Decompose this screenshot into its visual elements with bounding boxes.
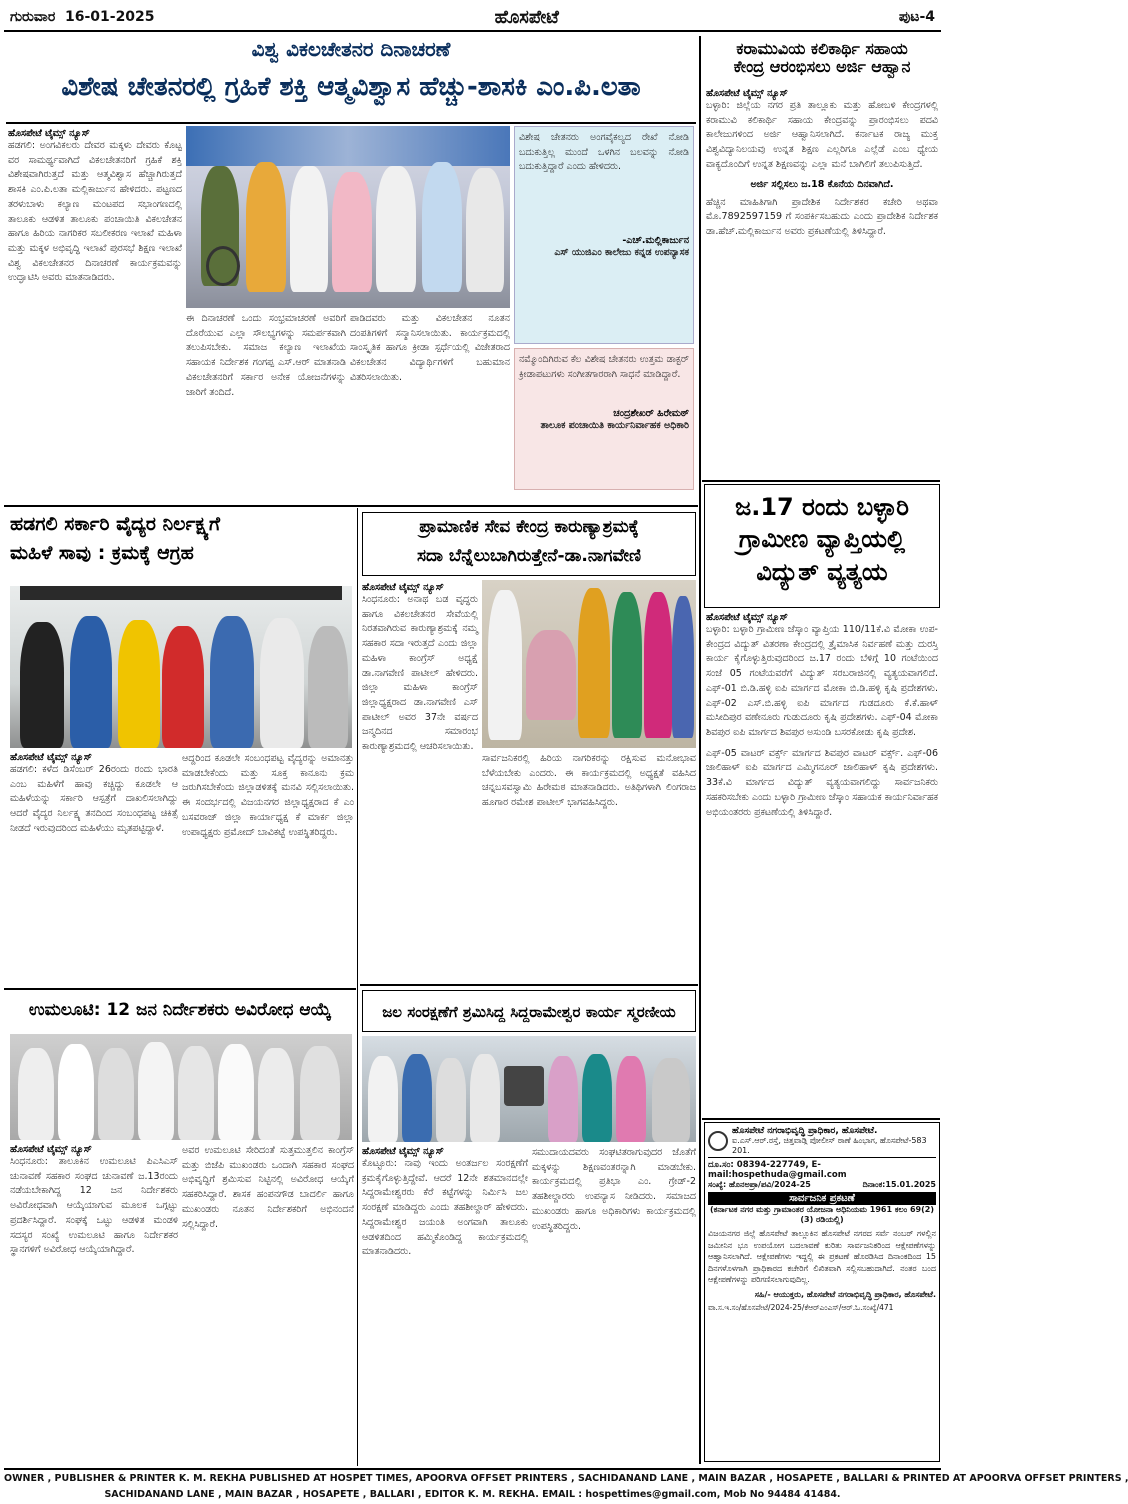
headline-line: ಗ್ರಾಮೀಣ ವ್ಯಾಪ್ತಿಯಲ್ಲಿ [738, 525, 906, 554]
article-text: ಪಾಡಿದವರು ಮತ್ತು ವಿಕಲಚೇತನ ನೂತನ ದಂಪತಿಗಳಿಗೆ ಸನ್ಮಾನಿಸಲಾಯಿತು. ಕಾರ್ಯಕ್ರಮದಲ್ಲಿ ಸಾಂಸ್ಕೃತಿಕ ಹಾಗೂ ಕ್ರೀಡಾ ಸ್ಪರ್ಧೆಯಲ್ಲಿ ವಿಜೇತರಾದ ವಿಕಲಚೇತನ ವಿದ್ಯಾರ್ಥಿಗಳಿಗೆ ಬಹುಮಾನ ವಿತರಿಸಲಾಯಿತು. [350, 313, 510, 383]
imprint-line: OWNER , PUBLISHER & PRINTER K. M. REKHA PUBLISHED AT HOSPET TIMES, APOORVA OFFSET PRINTERS , SACHIDANAND LANE , MAIN BAZAR , HOSAPETE , BALLARI & PRINTED AT APOORVA OFFSET PRINTERS , [4, 1473, 1128, 1484]
hospital-photo [10, 586, 352, 748]
date: 16-01-2025 [64, 9, 155, 25]
public-notice [704, 1122, 940, 1462]
byline: ಹೊಸಪೇಟೆ ಟೈಮ್ಸ್ ನ್ಯೂಸ್ [362, 1146, 444, 1157]
water-photo [362, 1036, 696, 1142]
headline-line: ಸದಾ ಬೆನ್ನೆಲುಬಾಗಿರುತ್ತೇನೆ-ಡಾ.ನಾಗವೇಣಿ [416, 545, 642, 566]
article-text: ಹಡಗಲಿ: ಅಂಗವಿಕಲರು ದೇವರ ಮಕ್ಕಳು ದೇವರು ಕೊಟ್ಟ ವರ ಸಾಮರ್ಥ್ಯವಾಗಿದೆ ವಿಕಲಚೇತನರಿಗೆ ಗ್ರಹಿಕೆ ಶಕ್ತಿ ವಿಶೇಷವಾಗಿರುತ್ತದೆ ಮತ್ತು ಆತ್ಮವಿಶ್ವಾಸ ಹೆಚ್ಚಾಗಿರುತ್ತದೆ ಶಾಸಕಿ ಎಂ.ಪಿ.ಲತಾ ಮಲ್ಲಿಕಾರ್ಜುನ ಹೇಳಿದರು. ಪಟ್ಟಣದ ತರಳುಬಾಳು ಕಲ್ಯಾಣ ಮಂಟಪದ ಸಭಾಂಗಣದಲ್ಲಿ ತಾಲೂಕು ಆಡಳಿತ ತಾಲೂಕು ಪಂಚಾಯಿತಿ ವಿಕಲಚೇತನ ಹಾಗೂ ಹಿರಿಯ ನಾಗರಿಕರ ಸಬಲೀಕರಣ ಇಲಾಖೆ ಮಹಿಳಾ ಮತ್ತು ಮಕ್ಕಳ ಅಭಿವೃದ್ಧಿ ಇಲಾಖೆ ಪುರಸಭೆ ಶಿಕ್ಷಣ ಇಲಾಖೆ ವಿಶ್ವ ವಿಕಲಚೇತನರ ದಿನಾಚರಣೆ ಕಾರ್ಯಕ್ರಮವನ್ನು ಉದ್ಘಾಟಿಸಿ ಅವರು ಮಾತನಾಡಿದರು. [8, 140, 182, 284]
headline-line: ಜ.17 ರಂದು ಬಳ್ಳಾರಿ [735, 493, 909, 521]
article-text: ಈ ದಿನಾಚರಣೆ ಒಂದು ಸಂಭ್ರಮಾಚರಣೆ ಅವರಿಗೆ ದೊರೆಯುವ ಎಲ್ಲಾ ಸೌಲಭ್ಯಗಳನ್ನು ಸಮರ್ಪಕವಾಗಿ ತಲುಪಿಸಬೇಕು. ಸಮಾಜ ಕಲ್ಯಾಣ ಇಲಾಖೆಯ ಸಹಾಯಕ ನಿರ್ದೇಶಕ ಗಂಗಪ್ಪ ಎಸ್.ಆರ್ ಮಾತನಾಡಿ ವಿಕಲಚೇತನರಿಗೆ ಸರ್ಕಾರ ಅನೇಕ ಯೋಜನೆಗಳನ್ನು ಜಾರಿಗೆ ತಂದಿದೆ. [186, 313, 346, 398]
notice-date: ದಿನಾಂಕ:15.01.2025 [862, 1180, 936, 1189]
water-col2 [532, 1146, 696, 1464]
hospital-headline [6, 510, 354, 574]
umalooti-photo [10, 1034, 352, 1140]
notice-org: ಹೊಸಪೇಟೆ ನಗರಾಭಿವೃದ್ಧಿ ಪ್ರಾಧಿಕಾರ, ಹೊಸಪೇಟೆ. [732, 1126, 878, 1136]
notice-subtitle: (ಕರ್ನಾಟಕ ನಗರ ಮತ್ತು ಗ್ರಾಮಾಂತರ ಯೋಜನಾ ಅಧಿನಿಯಮ 1961 ಕಲಂ 69(2)(3) ರಡಿಯಲ್ಲಿ) [710, 1205, 934, 1224]
newspaper-title: ಹೊಸಪೇಟೆ [494, 6, 559, 28]
right-top-headline [704, 40, 940, 84]
article-text: ಬಳ್ಳಾರಿ: ಜಿಲ್ಲೆಯ ನಗರ ಪ್ರತಿ ತಾಲ್ಲೂಕು ಮತ್ತು ಹೋಬಳಿ ಕೇಂದ್ರಗಳಲ್ಲಿ ಕರಾಮುವಿ ಕಲಿಕಾರ್ಥಿ ಸಹಾಯ ಕೇಂದ್ರವನ್ನು ಪ್ರಾರಂಭಿಸಲು ಪದವಿ ಕಾಲೇಜುಗಳಿಂದ ಅರ್ಜಿ ಆಹ್ವಾನಿಸಲಾಗಿದೆ. ಕರ್ನಾಟಕ ರಾಜ್ಯ ಮುಕ್ತ ವಿಶ್ವವಿದ್ಯಾನಿಲಯವು ಉನ್ನತ ಶಿಕ್ಷಣ ಎಲ್ಲರಿಗೂ ಎಲ್ಲೆಡೆ ಎಂಬ ಧ್ಯೇಯ ವಾಕ್ಯದೊಂದಿಗೆ ಉನ್ನತ ಶಿಕ್ಷಣವನ್ನು ಎಲ್ಲಾ ಮನೆ ಬಾಗಿಲಿಗೆ ತಲುಪಿಸುತ್ತಿದೆ. [706, 100, 938, 170]
article-text: ಸಾರ್ವಜನಿಕರಲ್ಲಿ ಹಿರಿಯ ನಾಗರಿಕರನ್ನು ರಕ್ಷಿಸುವ ಮನೋಭಾವ ಬೆಳೆಯಬೇಕು ಎಂದರು. ಈ ಕಾರ್ಯಕ್ರಮದಲ್ಲಿ ಅಧ್ಯಕ್ಷತೆ ವಹಿಸಿದ ಚನ್ನಬಸವಸ್ವಾಮಿ ಹಿರೇಮಠ ಮಾತನಾಡಿದರು. ಅತಿಥಿಗಳಾಗಿ ಲಿಂಗರಾಜ ಹೂಗಾರ ರಮೇಶ ಪಾಟೀಲ್ ಭಾಗವಹಿಸಿದ್ದರು. [482, 753, 696, 809]
quote-text: ವಿಶೇಷ ಚೇತನರು ಅಂಗವೈಕಲ್ಯದ ರೇಖೆ ನೋಡಿ ಬದುಕುತ್ತಿಲ್ಲ ಮುಂದೆ ಒಳಗಿನ ಬಲವನ್ನು ನೋಡಿ ಬದುಕುತ್ತಿದ್ದಾರೆ ಎಂದು ಹೇಳಿದರು. [519, 132, 689, 173]
water-headline: ಜಲ ಸಂರಕ್ಷಣೆಗೆ ಶ್ರಮಿಸಿದ್ದ ಸಿದ್ದರಾಮೇಶ್ವರ ಕಾರ್ಯ ಸ್ಮರಣೀಯ [362, 990, 696, 1032]
umalooti-col2 [182, 1144, 354, 1464]
quote-box [514, 126, 694, 344]
imprint-footer [4, 1468, 1128, 1502]
main-col3 [350, 312, 510, 502]
article-text: ಆದ್ದರಿಂದ ಕೂಡಲೇ ಸಂಬಂಧಪಟ್ಟ ವೈದ್ಯರನ್ನು ಅಮಾನತ್ತು ಮಾಡಬೇಕೆಂದು ಮತ್ತು ಸೂಕ್ತ ಕಾನೂನು ಕ್ರಮ ಜರುಗಿಸಬೇಕೆಂದು ಜಿಲ್ಲಾಡಳಿತಕ್ಕೆ ಮನವಿ ಸಲ್ಲಿಸಲಾಯಿತು. ಈ ಸಂದರ್ಭದಲ್ಲಿ ವಿಜಯನಗರ ಜಿಲ್ಲಾಧ್ಯಕ್ಷರಾದ ಕೆ ಎಂ ಬಸವರಾಜ್ ಜಿಲ್ಲಾ ಕಾರ್ಯಾಧ್ಯಕ್ಷ ಕೆ ಮಾರ್ಕ ಜಿಲ್ಲಾ ಉಪಾಧ್ಯಕ್ಷರು ಪ್ರಮೋದ್ ಬಾವಿಕಟ್ಟೆ ಉಪಸ್ಥಿತರಿದ್ದರು. [182, 753, 354, 838]
notice-ref: ಸಂಖ್ಯೆ: ಹೊನಅಪ್ರಾ/ಪವಿ/2024-25 [708, 1180, 811, 1189]
article-text: ಹಡಗಲಿ: ಕಳೆದ ಡಿಸೆಂಬರ್ 26ರಂದು ರಂದು ಭಾರತಿ ಎಂಬ ಮಹಿಳೆಗೆ ಹಾವು ಕಚ್ಚಿದ್ದು ಕೂಡಲೇ ಆ ಮಹಿಳೆಯನ್ನು ಸರ್ಕಾರಿ ಆಸ್ಪತ್ರೆಗೆ ದಾಖಲಿಸಲಾಗಿದ್ದು ಆದರೆ ವೈದ್ಯರ ನಿರ್ಲಕ್ಷ್ಯ ತನದಿಂದ ಸಂಬಂಧಪಟ್ಟ ಚಿಕಿತ್ಸೆ ನೀಡದೆ ಇರುವುದರಿಂದ ಮಹಿಳೆಯು ಮೃತಪಟ್ಟಿದ್ದಾಳೆ. [10, 764, 178, 834]
article-text: ಅವರ ಉಮಲೂಟಿ ಸೇರಿದಂತೆ ಸುತ್ತಮುತ್ತಲಿನ ಕಾಂಗ್ರೆಸ್ ಮತ್ತು ಬಿಜೆಪಿ ಮುಖಂಡರು ಒಂದಾಗಿ ಸಹಕಾರ ಸಂಘದ ಅಭಿವೃದ್ಧಿಗೆ ಶ್ರಮಿಸುವ ನಿಟ್ಟಿನಲ್ಲಿ ಅವಿರೋಧ ಆಯ್ಕೆಗೆ ಸಹಕರಿಸಿದ್ದಾರೆ. ಶಾಸಕ ಹಂಪನಗೌಡ ಬಾದರ್ಲಿ ಹಾಗೂ ಮುಖಂಡರು ನೂತನ ನಿರ್ದೇಶಕರಿಗೆ ಅಭಿನಂದನೆ ಸಲ್ಲಿಸಿದ್ದಾರೆ. [182, 1145, 354, 1230]
notice-contact: ದೂ.ಸಂ: 08394-227749, E-mail:hospethuda@gmail.com [708, 1160, 847, 1180]
right-top-article [706, 88, 938, 478]
ashram-col2 [482, 752, 696, 978]
byline: ಹೊಸಪೇಟೆ ಟೈಮ್ಸ್ ನ್ಯೂಸ್ [10, 1144, 92, 1155]
emblem-icon [708, 1131, 728, 1151]
quote-signature: -ಎಚ್.ಮಲ್ಲಿಕಾರ್ಜುನ [622, 235, 689, 247]
quote-signature: ಚಂದ್ರಶೇಖರ್ ಹಿರೇಮಠ್ [613, 408, 689, 420]
headline-line: ಮಹಿಳೆ ಸಾವು : ಕ್ರಮಕ್ಕೆ ಆಗ್ರಹ [10, 541, 194, 564]
article-text: ಎಫ್-05 ವಾಟರ್ ವರ್ಕ್ಸ್ ಮಾರ್ಗದ ಶಿವಪುರ ವಾಟರ್ ವರ್ಕ್ಸ್. ಎಫ್-06 ಜಾಲಿಹಾಳ್ ಐಪಿ ಮಾರ್ಗದ ಎಮ್ಮಿಗನೂರ್ ಜಾಲಿಹಾಳ್ ಕೃಷಿ ಪ್ರದೇಶಗಳು. 33ಕೆ.ವಿ ಮಾರ್ಗದ ವಿದ್ಯುತ್ ವ್ಯತ್ಯಯವಾಗಲಿದ್ದು ಸಾರ್ವಜನಿಕರು ಸಹಕರಿಸಬೇಕು ಎಂದು ಬಳ್ಳಾರಿ ಗ್ರಾಮೀಣ ಜೆಸ್ಕಾಂ ಸಹಾಯಕ ಕಾರ್ಯನಿರ್ವಾಹಕ ಅಭಿಯಂತರರು ಪ್ರಕಟಣೆಯಲ್ಲಿ ತಿಳಿಸಿದ್ದಾರೆ. [706, 747, 938, 818]
byline: ಹೊಸಪೇಟೆ ಟೈಮ್ಸ್ ನ್ಯೂಸ್ [10, 752, 92, 763]
quote-signature-title: ಎಸ್ ಯುಜಿಎಂ ಕಾಲೇಜು ಕನ್ನಡ ಉಪನ್ಯಾಸಕ [554, 247, 689, 259]
article-text: ಸಿಂಧನೂರು: ತಾಲೂಕಿನ ಉಮಲೂಟಿ ಪಿಎಸಿಎಸ್ ಚುನಾವಣೆ ಸಹಕಾರ ಸಂಘದ ಚುನಾವಣೆ ಜ.13ರಂದು ನಡೆಯಬೇಕಾಗಿದ್ದ 12 ಜನ ನಿರ್ದೇಶಕರು ಅವಿರೋಧವಾಗಿ ಆಯ್ಕೆಯಾಗುವ ಮೂಲಕ ಒಗ್ಗಟ್ಟು ಪ್ರದರ್ಶಿಸಿದ್ದಾರೆ. ಸಂಘಕ್ಕೆ ಒಟ್ಟು ಆಡಳಿತ ಮಂಡಳಿ ಸದಸ್ಯರ ಸಂಖ್ಯೆ ಉಮಲೂಟಿ ಹಾಗೂ ನಿರ್ದೇಶಕರ ಸ್ಥಾನಗಳಿಗೆ ಅವಿರೋಧ ಆಯ್ಕೆಯಾಗಿದ್ದಾರೆ. [10, 1156, 178, 1256]
notice-body: ವಿಜಯನಗರ ಜಿಲ್ಲೆ ಹೊಸಪೇಟೆ ತಾಲ್ಲೂಕಿನ ಹೊಸಪೇಟೆ ನಗರದ ಸರ್ವೆ ನಂಬರ್ ಗಳಲ್ಲಿನ ಜಮೀನಿನ ಭೂ ಉಪಯೋಗ ಬದಲಾವಣೆ ಕುರಿತು ಸಾರ್ವಜನಿಕರಿಂದ ಆಕ್ಷೇಪಣೆಗಳನ್ನು ಆಹ್ವಾನಿಸಲಾಗಿದೆ. ಆಕ್ಷೇಪಣೆಗಳು ಇದ್ದಲ್ಲಿ ಈ ಪ್ರಕಟಣೆ ಹೊರಡಿಸಿದ ದಿನಾಂಕದಿಂದ 15 ದಿನಗಳೊಳಗಾಗಿ ಪ್ರಾಧಿಕಾರದ ಕಚೇರಿಗೆ ಲಿಖಿತವಾಗಿ ಸಲ್ಲಿಸಬಹುದಾಗಿದೆ. ನಂತರ ಬಂದ ಆಕ್ಷೇಪಣೆಗಳನ್ನು ಪರಿಗಣಿಸಲಾಗುವುದಿಲ್ಲ. [708, 1229, 936, 1285]
hospital-col2 [182, 752, 354, 984]
notice-address: ಐ.ಎಸ್.ಆರ್.ರಸ್ತೆ, ಚಿತ್ತವಾಡ್ಗಿ ಪೋಲೀಸ್‌ ಠಾಣೆ ಹಿಂಭಾಗ, ಹೊಸಪೇಟೆ-583 201. [732, 1136, 927, 1155]
imprint-line: SACHIDANAND LANE , MAIN BAZAR , HOSAPETE , BALLARI , EDITOR K. M. REKHA. EMAIL : hospettimes@gmail.com, Mob No 94484 41484. [104, 1489, 841, 1500]
byline: ಹೊಸಪೇಟೆ ಟೈಮ್ಸ್ ನ್ಯೂಸ್ [706, 88, 788, 99]
article-text: ಸಮುದಾಯದವರು ಸಂಘಟಿತರಾಗುವುದರ ಜೊತೆಗೆ ಮಕ್ಕಳನ್ನು ಶಿಕ್ಷಣವಂತರನ್ನಾಗಿ ಮಾಡಬೇಕು. ಕಾರ್ಯಕ್ರಮದಲ್ಲಿ ಪ್ರತಿಭಾ ಎಂ. ಗ್ರೇಡ್-2 ತಹಶೀಲ್ದಾರರು ಉಪನ್ಯಾಸ ನೀಡಿದರು. ಸಮಾಜದ ಮುಖಂಡರು ಹಾಗೂ ಅಧಿಕಾರಿಗಳು ಕಾರ್ಯಕ್ರಮದಲ್ಲಿ ಉಪಸ್ಥಿತರಿದ್ದರು. [532, 1147, 696, 1232]
deadline: ಅರ್ಜಿ ಸಲ್ಲಿಸಲು ಜ.18 ಕೊನೆಯ ದಿನವಾಗಿದೆ. [750, 178, 894, 190]
headline-line: ಕೇಂದ್ರ ಆರಂಭಿಸಲು ಅರ್ಜಿ ಆಹ್ವಾನ [733, 57, 911, 77]
ashram-headline [362, 512, 696, 576]
headline-line: ಕರಾಮುವಿಯ ಕಲಿಕಾರ್ಥಿ ಸಹಾಯ [736, 39, 908, 58]
notice-signature: ಸಹಿ/- ಆಯುಕ್ತರು, ಹೊಸಪೇಟೆ ನಗರಾಭಿವೃದ್ಧಿ ಪ್ರಾಧಿಕಾರ, ಹೊಸಪೇಟೆ. [754, 1289, 936, 1299]
main-headline: ವಿಶೇಷ ಚೇತನರಲ್ಲಿ ಗ್ರಹಿಕೆ ಶಕ್ತಿ ಆತ್ಮವಿಶ್ವಾಸ ಹೆಚ್ಚು-ಶಾಸಕಿ ಎಂ.ಪಿ.ಲತಾ [61, 72, 641, 102]
notice-title: ಸಾರ್ವಜನಿಕ ಪ್ರಕಟಣೆ [708, 1192, 936, 1205]
headline-line: ವಿದ್ಯುತ್ ವ್ಯತ್ಯಯ [756, 557, 888, 586]
officer-quote-box [514, 348, 694, 490]
notice-dipr: ವಾ.ಸ.ಇ.ಸಂ/ಹೊಸಪೇಟೆ/2024-25/ಕೆಆರ್‌ಎಂಎಸ್/ಆರ್.ಓ.ಸಂಖ್ಯೆ/471 [708, 1302, 894, 1312]
headline-line: ಪ್ರಾಮಾಣಿಕ ಸೇವ ಕೇಂದ್ರ ಕಾರುಣ್ಯಾಶ್ರಮಕ್ಕೆ [419, 517, 639, 537]
main-col2 [186, 312, 346, 502]
article-text: ಸಿಂಧನೂರು: ಅನಾಥ ಬಡ ವೃದ್ಧರು ಹಾಗೂ ವಿಕಲಚೇತನರ ಸೇವೆಯಲ್ಲಿ ನಿರತವಾಗಿರುವ ಕಾರುಣ್ಯಾಶ್ರಮಕ್ಕೆ ನಮ್ಮ ಸಹಕಾರ ಸದಾ ಇರುತ್ತದೆ ಎಂದು ಜಿಲ್ಲಾ ಮಹಿಳಾ ಕಾಂಗ್ರೆಸ್ ಅಧ್ಯಕ್ಷೆ ಡಾ.ನಾಗವೇಣಿ ಪಾಟೀಲ್ ಹೇಳಿದರು. ಜಿಲ್ಲಾ ಮಹಿಳಾ ಕಾಂಗ್ರೆಸ್ ಜಿಲ್ಲಾಧ್ಯಕ್ಷರಾದ ಡಾ.ನಾಗವೇಣಿ ಎಸ್ ಪಾಟೀಲ್ ಅವರ 37ನೇ ವರ್ಷದ ಜನ್ಮದಿನದ ಸಮಾರಂಭ ಕಾರುಣ್ಯಾಶ್ರಮದಲ್ಲಿ ಆಚರಿಸಲಾಯಿತು. [362, 594, 478, 753]
page-number: ಪುಟ-4 [898, 9, 935, 25]
article-text: ಬಳ್ಳಾರಿ: ಬಳ್ಳಾರಿ ಗ್ರಾಮೀಣ ಜೆಸ್ಕಾಂ ವ್ಯಾಪ್ತಿಯ 110/11ಕೆ.ವಿ ಮೋಕಾ ಉಪ-ಕೇಂದ್ರದ ವಿದ್ಯುತ್ ವಿತರಣಾ ಕೇಂದ್ರದಲ್ಲಿ ತ್ರೈಮಾಸಿಕ ನಿರ್ವಹಣೆ ಮತ್ತು ದುರಸ್ತಿ ಕಾರ್ಯ ಕೈಗೊಳ್ಳುತ್ತಿರುವುದರಿಂದ ಜ.17 ರಂದು ಬೆಳಿಗ್ಗೆ 10 ಗಂಟೆಯಿಂದ ಸಂಜೆ 05 ಗಂಟೆಯವರೆಗೆ ವಿದ್ಯುತ್ ಸರಬರಾಜಿನಲ್ಲಿ ವ್ಯತ್ಯಯವಾಗಲಿದೆ. ಎಫ್-01 ಬಿ.ಡಿ.ಹಳ್ಳಿ ಐಪಿ ಮಾರ್ಗದ ಮೋಕಾ ಬಿ.ಡಿ.ಹಳ್ಳಿ ಕೃಷಿ ಪ್ರದೇಶಗಳು. ಎಫ್-02 ಎಸ್.ಬಿ.ಹಳ್ಳಿ ಐಪಿ ಮಾರ್ಗದ ಗುಡದೂರು ಕೆ.ಕೆ.ಹಾಳ್ ಮಸೀದಿಪುರ ವಣೇನೂರು ಗುಡುದೂರು ಕೃಷಿ ಪ್ರದೇಶಗಳು. ಎಫ್-04 ಮೋಕಾ ಶಿವಪುರ ಐಪಿ ಮಾರ್ಗದ ಶಿವಪುರ ಅಸುಂಡಿ ಬಸರಕೋಡು ಕೃಷಿ ಪ್ರದೇಶ. [706, 624, 938, 739]
day: ಗುರುವಾರ [10, 9, 56, 25]
main-kicker: ವಿಶ್ವ ವಿಕಲಚೇತನರ ದಿನಾಚರಣೆ [251, 37, 451, 61]
article-text: ಹೆಚ್ಚಿನ ಮಾಹಿತಿಗಾಗಿ ಪ್ರಾದೇಶಿಕ ನಿರ್ದೇಶಕರ ಕಚೇರಿ ಅಥವಾ ಮೊ.7892597159 ಗೆ ಸಂಪರ್ಕಿಸಬಹುದು ಎಂದು ಪ್ರಾದೇಶಿಕ ನಿರ್ದೇಶಕ ಡಾ.ಹೆಚ್.ಮಲ್ಲಿಕಾರ್ಜುನ ಅವರು ಪ್ರಕಟಣೆಯಲ್ಲಿ ತಿಳಿಸಿದ್ದಾರೆ. [706, 196, 938, 238]
power-cut-article [706, 612, 938, 1104]
umalooti-col1 [10, 1144, 178, 1464]
water-col1 [362, 1146, 528, 1464]
masthead-left [10, 9, 155, 25]
power-cut-headline [704, 484, 940, 608]
article-text: ಕೊಟ್ಟೂರು: ನಾವು ಇಂದು ಅಂತರ್ಜಲ ಸಂರಕ್ಷಣೆಗೆ ಕ್ರಮಕೈಗೊಳ್ಳುತ್ತಿದ್ದೇವೆ. ಆದರೆ 12ನೇ ಶತಮಾನದಲ್ಲೇ ಸಿದ್ದರಾಮೇಶ್ವರರು ಕೆರೆ ಕಟ್ಟೆಗಳನ್ನು ನಿರ್ಮಿಸಿ ಜಲ ಸಂರಕ್ಷಣೆ ಮಾಡಿದ್ದರು ಎಂದು ತಹಶೀಲ್ದಾರ್ ಹೇಳಿದರು. ಸಿದ್ದರಾಮೇಶ್ವರ ಜಯಂತಿ ಅಂಗವಾಗಿ ತಾಲೂಕು ಆಡಳಿತದಿಂದ ಹಮ್ಮಿಕೊಂಡಿದ್ದ ಕಾರ್ಯಕ್ರಮದಲ್ಲಿ ಮಾತನಾಡಿದರು. [362, 1158, 528, 1258]
umalooti-headline: ಉಮಲೂಟಿ: 12 ಜನ ನಿರ್ದೇಶಕರು ಅವಿರೋಧ ಆಯ್ಕೆ [28, 1000, 332, 1020]
quote-signature-title: ತಾಲೂಕ ಪಂಚಾಯಿತಿ ಕಾರ್ಯನಿರ್ವಾಹಕ ಅಧಿಕಾರಿ [540, 420, 689, 432]
ashram-col1 [362, 582, 478, 972]
main-photo [186, 126, 510, 308]
byline: ಹೊಸಪೇಟೆ ಟೈಮ್ಸ್ ನ್ಯೂಸ್ [8, 128, 90, 139]
byline: ಹೊಸಪೇಟೆ ಟೈಮ್ಸ್ ನ್ಯೂಸ್ [706, 612, 788, 623]
ashram-photo [482, 580, 696, 748]
hospital-col1 [10, 752, 178, 984]
main-col1 [8, 128, 182, 500]
masthead [4, 4, 941, 32]
headline-line: ಹಡಗಲಿ ಸರ್ಕಾರಿ ವೈದ್ಯರ ನಿರ್ಲಕ್ಷ್ಯಗೆ [10, 513, 221, 535]
byline: ಹೊಸಪೇಟೆ ಟೈಮ್ಸ್ ನ್ಯೂಸ್ [362, 582, 444, 593]
quote-text: ನಮ್ಮೊಂದಿಗಿರುವ ಕೆಲ ವಿಶೇಷ ಚೇತನರು ಉತ್ತಮ ಡಾಕ್ಟರ್ ಕ್ರೀಡಾಪಟುಗಳು ಸಂಗೀತಗಾರರಾಗಿ ಸಾಧನೆ ಮಾಡಿದ್ದಾರೆ. [519, 354, 689, 380]
